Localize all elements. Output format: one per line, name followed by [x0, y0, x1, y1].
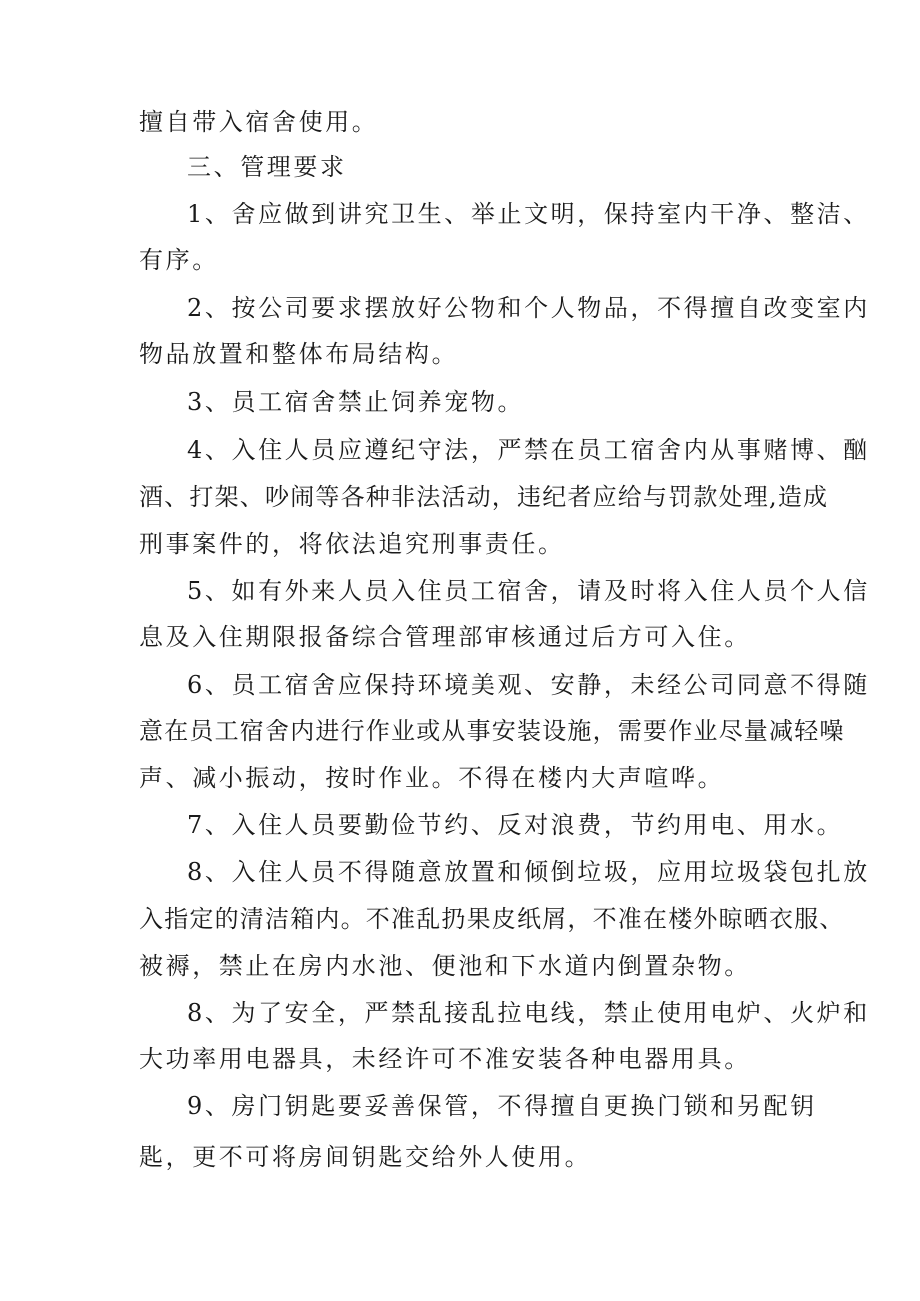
text-line-6: 物品放置和整体布局结构。 — [139, 340, 459, 368]
text-line-13: 6、员工宿舍应保持环境美观、安静，未经公司同意不得随 — [187, 671, 870, 699]
text-line-4: 有序。 — [139, 246, 219, 274]
text-line-19: 被褥，禁止在房内水池、便池和下水道内倒置杂物。 — [139, 952, 751, 980]
text-line-11: 5、如有外来人员入住员工宿舍，请及时将入住人员个人信 — [187, 577, 870, 605]
text-line-1: 擅自带入宿舍使用。 — [139, 108, 379, 136]
text-line-18: 入指定的清洁箱内。不准乱扔果皮纸屑，不准在楼外晾晒衣服、 — [139, 905, 845, 933]
text-line-3: 1、舍应做到讲究卫生、举止文明，保持室内干净、整洁、 — [187, 200, 870, 228]
text-line-5: 2、按公司要求摆放好公物和个人物品，不得擅自改变室内 — [187, 294, 870, 322]
text-line-10: 刑事案件的，将依法追究刑事责任。 — [139, 530, 565, 558]
text-line-23: 匙，更不可将房间钥匙交给外人使用。 — [139, 1143, 592, 1171]
text-line-20: 8、为了安全，严禁乱接乱拉电线，禁止使用电炉、火炉和 — [187, 999, 870, 1027]
text-line-9: 酒、打架、吵闹等各种非法活动，违纪者应给与罚款处理,造成 — [139, 483, 829, 511]
text-line-17: 8、入住人员不得随意放置和倾倒垃圾，应用垃圾袋包扎放 — [187, 858, 870, 886]
text-line-12: 息及入住期限报备综合管理部审核通过后方可入住。 — [139, 623, 751, 651]
text-line-15: 声、减小振动，按时作业。不得在楼内大声喧哗。 — [139, 764, 725, 792]
text-line-8: 4、入住人员应遵纪守法，严禁在员工宿舍内从事赌博、酗 — [187, 436, 870, 464]
text-line-14: 意在员工宿舍内进行作业或从事安装设施，需要作业尽量减轻噪 — [139, 717, 845, 745]
text-line-16: 7、入住人员要勤俭节约、反对浪费，节约用电、用水。 — [187, 811, 844, 839]
text-line-7: 3、员工宿舍禁止饲养宠物。 — [187, 388, 525, 416]
text-line-21: 大功率用电器具，未经许可不准安装各种电器用具。 — [139, 1045, 751, 1073]
text-line-22: 9、房门钥匙要妥善保管，不得擅自更换门锁和另配钥 — [187, 1092, 817, 1120]
section-heading: 三、管理要求 — [187, 153, 347, 181]
